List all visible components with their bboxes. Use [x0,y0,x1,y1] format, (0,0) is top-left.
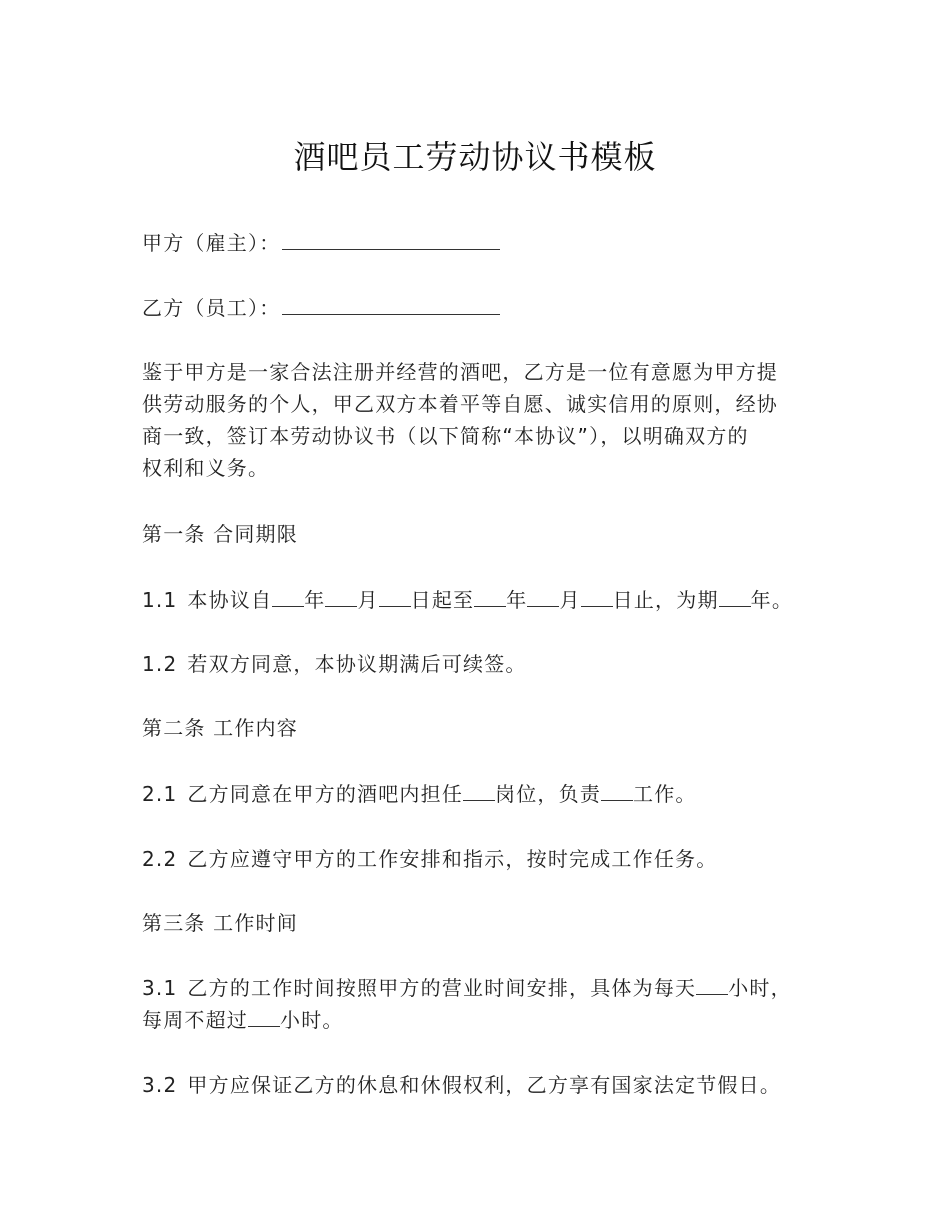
clause-text: 小时。 [280,1008,344,1032]
preamble-line: 供劳动服务的个人，甲乙双方本着平等自愿、诚实信用的原则，经协 [142,392,778,416]
clause-text: 日止，为期 [612,588,719,612]
term-years-blank[interactable] [719,584,751,607]
clause-number: 1.1 [142,588,178,612]
clause-text: 乙方应遵守甲方的工作安排和指示，按时完成工作任务。 [187,847,718,871]
party-a-line [142,227,802,259]
party-a-label: 甲方（雇主）： [142,231,281,255]
party-b-label: 乙方（员工）： [142,296,281,320]
clause-text: 每周不超过 [142,1008,248,1032]
position-blank[interactable] [463,778,495,801]
clause-text: 本协议自 [187,588,273,612]
clause-text: 小时， [728,976,792,1000]
party-b-line [142,292,802,324]
clause-number: 2.2 [142,847,178,871]
clause-number: 3.2 [142,1073,178,1097]
article-2-heading: 第二条 工作内容 [142,716,298,740]
clause-text: 乙方的工作时间按照甲方的营业时间安排，具体为每天 [187,976,697,1000]
clause-text: 年。 [750,588,794,612]
party-a-blank[interactable] [282,227,500,250]
clause-2-2 [142,843,802,875]
preamble-line: 权利和义务。 [142,456,270,480]
clause-1-1 [142,584,802,616]
preamble-line: 商一致，签订本劳动协议书（以下简称“本协议”），以明确双方的 [142,424,749,448]
end-year-blank[interactable] [474,584,506,607]
daily-hours-blank[interactable] [696,972,728,995]
clause-number: 3.1 [142,976,178,1000]
party-b-blank[interactable] [282,292,500,315]
clause-text: 工作。 [633,782,697,806]
clause-text: 岗位，负责 [495,782,602,806]
clause-1-2 [142,648,802,680]
clause-text: 若双方同意，本协议期满后可续签。 [187,652,527,676]
clause-3-2 [142,1069,802,1101]
clause-text: 年 [506,588,528,612]
clause-text: 月 [357,588,379,612]
clause-text: 月 [559,588,581,612]
article-3-heading: 第三条 工作时间 [142,911,298,935]
duty-blank[interactable] [601,778,633,801]
clause-line [142,972,802,1004]
article-1-heading: 第一条 合同期限 [142,522,298,546]
start-month-blank[interactable] [325,584,357,607]
clause-number: 1.2 [142,652,178,676]
clause-text: 年 [304,588,326,612]
start-year-blank[interactable] [272,584,304,607]
start-day-blank[interactable] [379,584,411,607]
clause-line [142,1004,802,1036]
clause-number: 2.1 [142,782,178,806]
clause-2-1 [142,778,802,810]
clause-text: 日起至 [410,588,475,612]
preamble-paragraph [142,356,802,484]
clause-3-1 [142,972,802,1036]
weekly-hours-blank[interactable] [248,1004,280,1027]
preamble-line: 鉴于甲方是一家合法注册并经营的酒吧，乙方是一位有意愿为甲方提 [142,360,778,384]
document-title: 酒吧员工劳动协议书模板 [293,138,657,176]
end-day-blank[interactable] [581,584,613,607]
clause-text: 乙方同意在甲方的酒吧内担任 [187,782,464,806]
clause-text: 甲方应保证乙方的休息和休假权利，乙方享有国家法定节假日。 [187,1073,782,1097]
end-month-blank[interactable] [527,584,559,607]
